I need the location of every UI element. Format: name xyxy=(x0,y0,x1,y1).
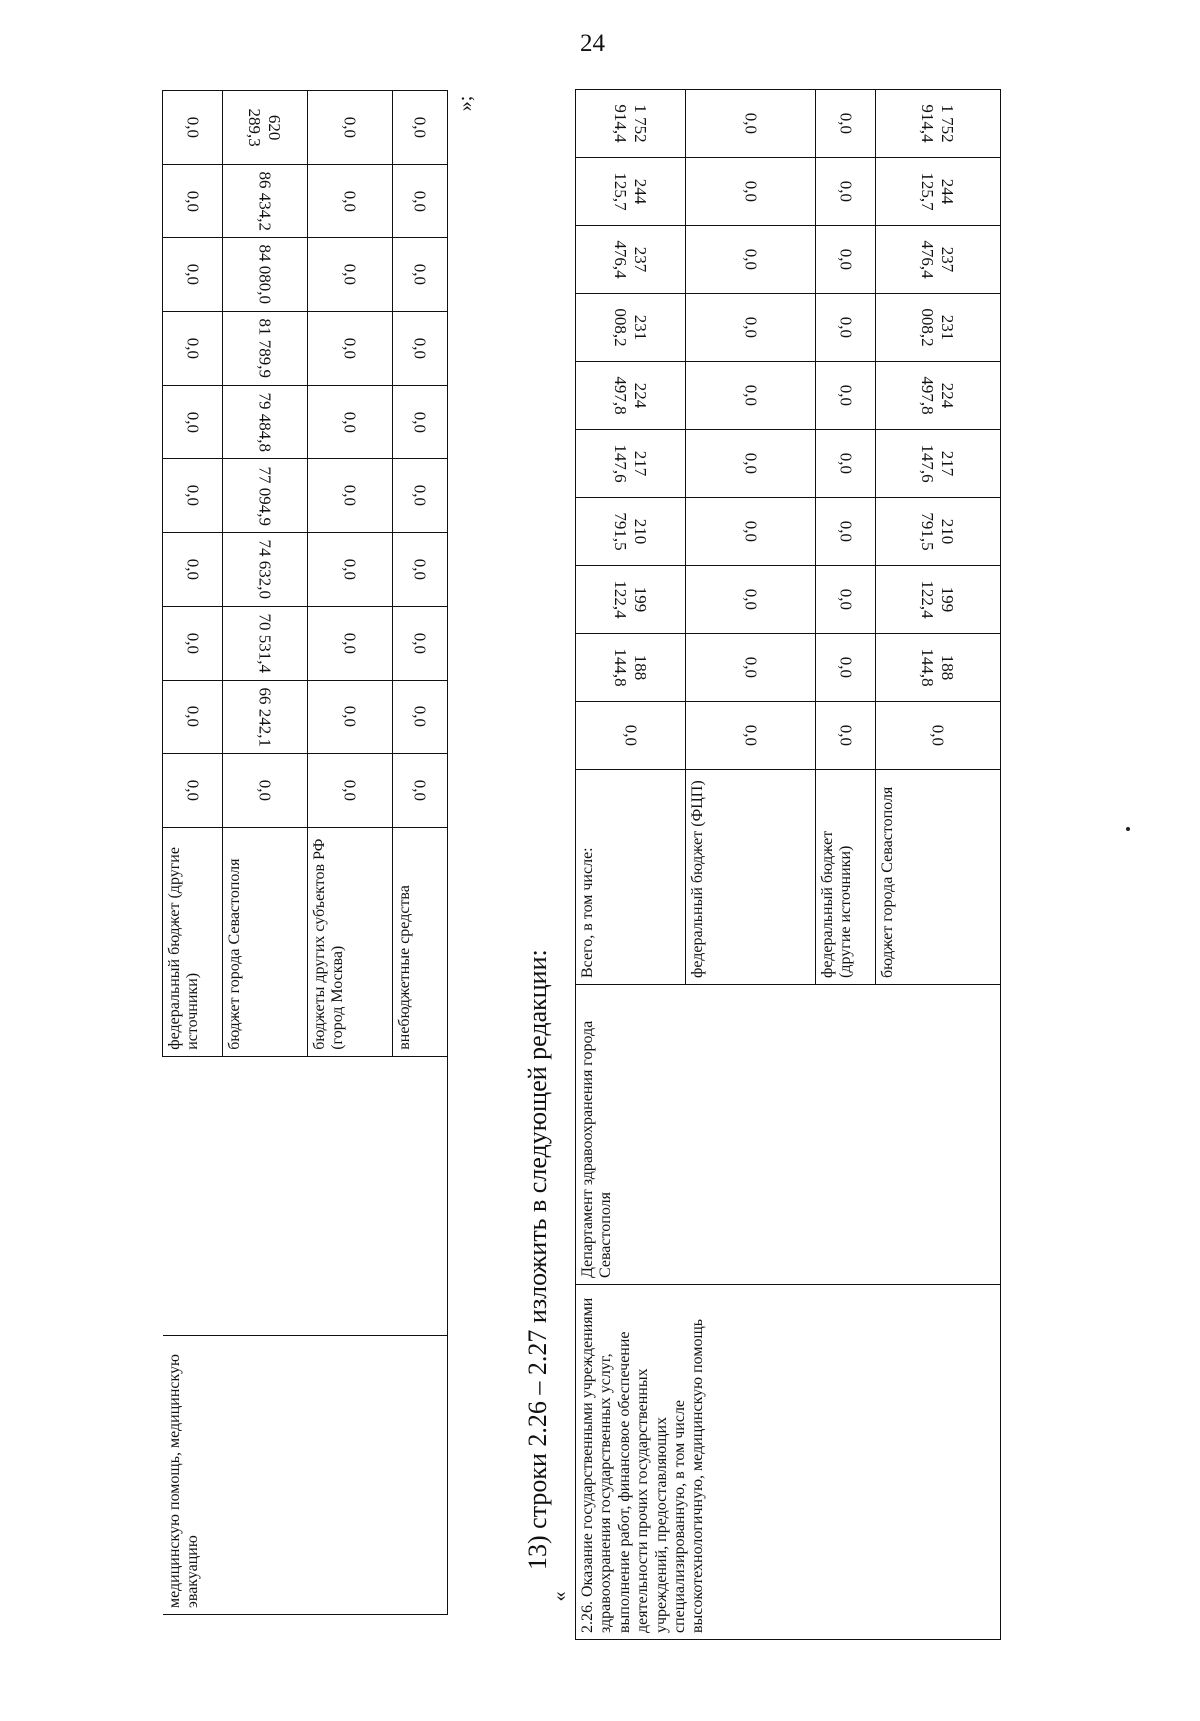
value-cell: 70 531,4 xyxy=(223,606,308,680)
value-cell: 0,0 xyxy=(393,606,448,680)
value-cell: 1 752 914,4 xyxy=(876,90,1001,158)
value-cell: 210 791,5 xyxy=(876,498,1001,566)
value-cell: 0,0 xyxy=(876,702,1001,770)
value-cell: 0,0 xyxy=(816,226,876,294)
source-cell: федеральный бюджет (другие источники) xyxy=(163,827,223,1056)
value-cell: 79 484,8 xyxy=(223,385,308,459)
value-cell: 0,0 xyxy=(686,294,816,362)
value-cell: 0,0 xyxy=(393,459,448,533)
value-cell: 0,0 xyxy=(393,91,448,165)
opening-quote: « xyxy=(548,1591,571,1602)
value-cell: 0,0 xyxy=(686,362,816,430)
caption-text: 13) строки 2.26 – 2.27 изложить в следующей редакции: xyxy=(523,949,552,1570)
value-cell: 0,0 xyxy=(163,533,223,607)
source-cell: внебюджетные средства xyxy=(393,827,448,1056)
value-cell: 84 080,0 xyxy=(223,238,308,312)
value-cell: 0,0 xyxy=(816,702,876,770)
value-cell: 188 144,8 xyxy=(876,634,1001,702)
value-cell: 0,0 xyxy=(308,680,393,754)
source-cell: бюджет города Севастополя xyxy=(223,827,308,1056)
value-cell: 0,0 xyxy=(816,158,876,226)
value-cell: 0,0 xyxy=(393,385,448,459)
scan-speck xyxy=(1126,827,1130,831)
value-cell: 210 791,5 xyxy=(576,498,686,566)
value-cell: 0,0 xyxy=(163,459,223,533)
value-cell: 231 008,2 xyxy=(576,294,686,362)
value-cell: 66 242,1 xyxy=(223,680,308,754)
source-cell: федеральный бюджет (ФЦП) xyxy=(686,770,816,985)
value-cell: 0,0 xyxy=(686,498,816,566)
value-cell: 0,0 xyxy=(393,164,448,238)
activity-name-cell: медицинскую помощь, медицинскую эвакуацию xyxy=(163,1335,448,1614)
value-cell: 188 144,8 xyxy=(576,634,686,702)
source-cell: бюджет города Севастополя xyxy=(876,770,1001,985)
value-cell: 199 122,4 xyxy=(876,566,1001,634)
value-cell: 0,0 xyxy=(308,385,393,459)
value-cell: 0,0 xyxy=(686,158,816,226)
value-cell: 0,0 xyxy=(308,533,393,607)
value-cell: 0,0 xyxy=(686,226,816,294)
value-cell: 231 008,2 xyxy=(876,294,1001,362)
value-cell: 244 125,7 xyxy=(876,158,1001,226)
funding-table-new xyxy=(575,90,1000,1640)
value-cell: 0,0 xyxy=(308,459,393,533)
value-cell: 224 497,8 xyxy=(876,362,1001,430)
value-cell: 0,0 xyxy=(686,634,816,702)
value-cell: 0,0 xyxy=(308,312,393,386)
activity-name-cell: 2.26. Оказание государственными учреждениями здравоохранения государственных услуг, выполнение работ, финансовое обеспечение деятельности прочих государственных учреждений, предоставляющих специализированную, в том числе высокотехнологичную, медицинскую помощь xyxy=(576,1285,1001,1640)
value-cell: 0,0 xyxy=(163,606,223,680)
source-cell: Всего, в том числе: xyxy=(576,770,686,985)
value-cell: 0,0 xyxy=(393,533,448,607)
source-cell: федеральный бюджет (другие источники) xyxy=(816,770,876,985)
value-cell: 0,0 xyxy=(816,430,876,498)
value-cell: 0,0 xyxy=(816,294,876,362)
value-cell: 0,0 xyxy=(816,566,876,634)
value-cell: 0,0 xyxy=(816,498,876,566)
value-cell: 0,0 xyxy=(393,754,448,828)
value-cell: 0,0 xyxy=(163,238,223,312)
value-cell: 0,0 xyxy=(686,90,816,158)
value-cell: 0,0 xyxy=(816,362,876,430)
value-cell: 81 789,9 xyxy=(223,312,308,386)
value-cell: 0,0 xyxy=(223,754,308,828)
responsible-cell xyxy=(163,1056,448,1335)
value-cell: 0,0 xyxy=(816,634,876,702)
value-cell: 0,0 xyxy=(163,164,223,238)
value-cell: 0,0 xyxy=(393,312,448,386)
value-cell: 0,0 xyxy=(393,238,448,312)
value-cell: 0,0 xyxy=(163,680,223,754)
value-cell: 0,0 xyxy=(308,164,393,238)
value-cell: 0,0 xyxy=(576,702,686,770)
value-cell: 0,0 xyxy=(163,385,223,459)
value-cell: 0,0 xyxy=(308,754,393,828)
responsible-cell: Департамент здравоохранения города Севастополя xyxy=(576,985,1001,1285)
funding-table-continued xyxy=(162,90,447,1615)
value-cell: 0,0 xyxy=(308,91,393,165)
value-cell: 0,0 xyxy=(686,566,816,634)
value-cell: 0,0 xyxy=(816,90,876,158)
value-cell: 244 125,7 xyxy=(576,158,686,226)
value-cell: 217 147,6 xyxy=(576,430,686,498)
value-cell: 0,0 xyxy=(308,238,393,312)
amendment-caption xyxy=(515,320,560,1570)
value-cell: 0,0 xyxy=(163,312,223,386)
value-cell: 77 094,9 xyxy=(223,459,308,533)
value-cell: 74 632,0 xyxy=(223,533,308,607)
value-cell: 0,0 xyxy=(686,702,816,770)
value-cell: 0,0 xyxy=(163,754,223,828)
value-cell: 0,0 xyxy=(393,680,448,754)
value-cell: 1 752 914,4 xyxy=(576,90,686,158)
source-cell: бюджеты других субъектов РФ (город Москва) xyxy=(308,827,393,1056)
page-number: 24 xyxy=(580,30,605,57)
value-cell: 620 289,3 xyxy=(223,91,308,165)
value-cell: 217 147,6 xyxy=(876,430,1001,498)
value-cell: 86 434,2 xyxy=(223,164,308,238)
value-cell: 237 476,4 xyxy=(576,226,686,294)
value-cell: 199 122,4 xyxy=(576,566,686,634)
value-cell: 0,0 xyxy=(308,606,393,680)
value-cell: 0,0 xyxy=(163,91,223,165)
closing-quote: »; xyxy=(454,95,477,112)
value-cell: 237 476,4 xyxy=(876,226,1001,294)
value-cell: 0,0 xyxy=(686,430,816,498)
value-cell: 224 497,8 xyxy=(576,362,686,430)
